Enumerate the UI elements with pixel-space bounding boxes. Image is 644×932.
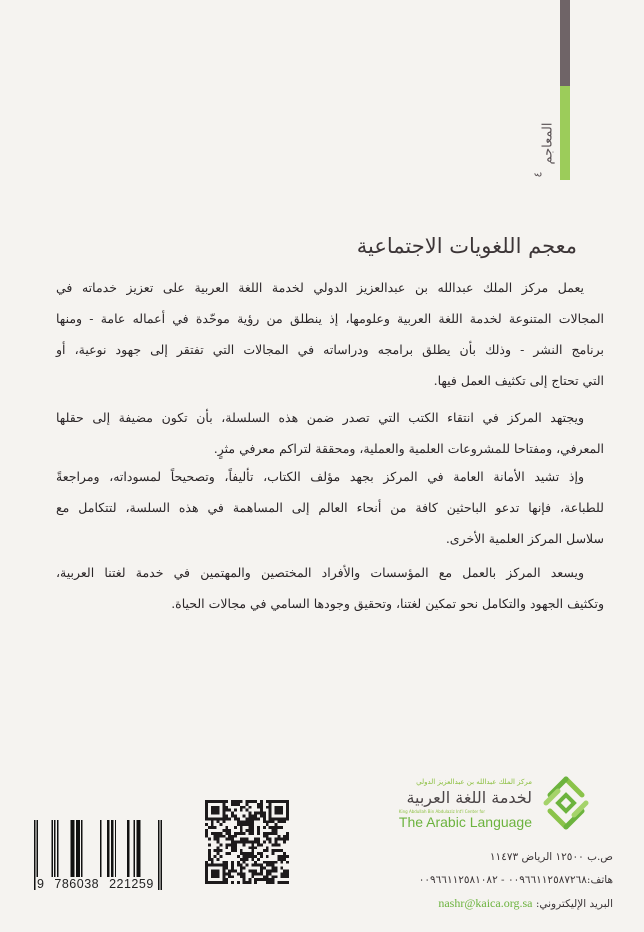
text-line: ويسعد المركز بالعمل مع المؤسسات والأفراد المختصين والمهتمين في خدمة لغتنا العربية،: [56, 565, 584, 580]
email-label: البريد الإليكتروني:: [535, 898, 613, 910]
paragraph-3: [56, 461, 604, 554]
isbn-digit: 9: [37, 877, 45, 891]
barcode-bar: [54, 820, 55, 881]
barcode-bar: [136, 820, 140, 881]
barcode-bar: [134, 820, 135, 881]
contact-info: [419, 846, 613, 916]
barcode-bar: [111, 820, 114, 881]
publisher-line-4: The Arabic Language: [398, 814, 532, 830]
publisher-logo-icon: [538, 775, 594, 831]
paragraph-2: [56, 402, 604, 462]
text-line: سلاسل المركز العلمية الأخرى.: [445, 531, 604, 546]
text-line: التي تحتاج إلى تكثيف العمل فيها.: [433, 373, 604, 388]
spine-bar-green: [560, 86, 570, 180]
barcode-bar: [127, 820, 130, 881]
barcode-bar: [70, 820, 74, 881]
phone: هاتف:٠٠٩٦٦١١٢٥٨٧٢٦٨ - ٠٠٩٦٦١١٢٥٨١٠٨٢: [418, 874, 613, 886]
barcode-bar: [52, 820, 53, 881]
text-line: وتكثيف الجهود والتكامل نحو تمكين لغتنا، وتحقيق وجودها السامي في مجالات الحياة.: [171, 596, 604, 611]
barcode-bar: [76, 820, 80, 881]
series-number: ٤: [531, 171, 545, 178]
series-label: [531, 118, 558, 182]
isbn-group-2: 221259: [109, 877, 154, 891]
paragraph-4: [56, 557, 604, 619]
barcode-bar: [57, 820, 58, 881]
isbn-group-1: 786038: [54, 877, 100, 891]
spine-bar-gray: [560, 0, 570, 86]
text-line: المعرفي، ومفتاحا للمشروعات العلمية والعملية، ومحققة لتراكم معرفي مثرٍ.: [213, 441, 604, 456]
qr-code: [205, 800, 289, 884]
text-line: المجالات المتنوعة لخدمة اللغة العربية وعلومها، إذ ينطلق من رؤية موحّدة في أعماله عامة - ومنها: [56, 311, 604, 326]
barcode-bar: [158, 820, 159, 890]
barcode-bar: [107, 820, 110, 881]
text-line: وإذ تشيد الأمانة العامة في المركز بجهد مؤلف الكتاب، تأليفاً، وتصحيحاً لمسوداته، ومراجعةً: [56, 469, 584, 484]
text-line: ويجتهد المركز في انتقاء الكتب التي تصدر ضمن هذه السلسلة، بأن تكون مضيفة إلى حقلها: [56, 410, 584, 425]
series-name: المعاجم: [540, 122, 556, 165]
publisher-line-3: King Abdullah Bin Abdulaziz Int'l Center for: [398, 809, 485, 814]
text-line: يعمل مركز الملك عبدالله بن عبدالعزيز الدولي لخدمة اللغة العربية على تعزيز خدماته في: [56, 280, 584, 295]
book-title: معجم اللغويات الاجتماعية: [356, 234, 577, 258]
publisher-line-1: مركز الملك عبدالله بن عبدالعزيز الدولي: [416, 778, 532, 786]
barcode-bar: [161, 820, 162, 890]
text-line: للطباعة، فإنها تدعو الباحثين كافة من أنحاء العالم إلى المساهمة في هذه السلسة، لتتكامل مع: [56, 500, 604, 515]
paragraph-1: [56, 272, 604, 396]
isbn-number: [36, 877, 155, 891]
address: ص.ب ١٢٥٠٠ الرياض ١١٤٧٣: [489, 851, 613, 863]
text-line: برنامج النشر - وذلك بأن يطلق برامجه ودراساته في المجالات التي تفتقر إلى جهود نوعية، أو: [56, 342, 604, 357]
publisher-name: [399, 778, 532, 830]
barcode-bar: [115, 820, 116, 881]
publisher-line-2: لخدمة اللغة العربية: [406, 788, 532, 807]
barcode-bar: [81, 820, 82, 881]
email-link[interactable]: nashr@kaica.org.sa: [438, 896, 533, 910]
